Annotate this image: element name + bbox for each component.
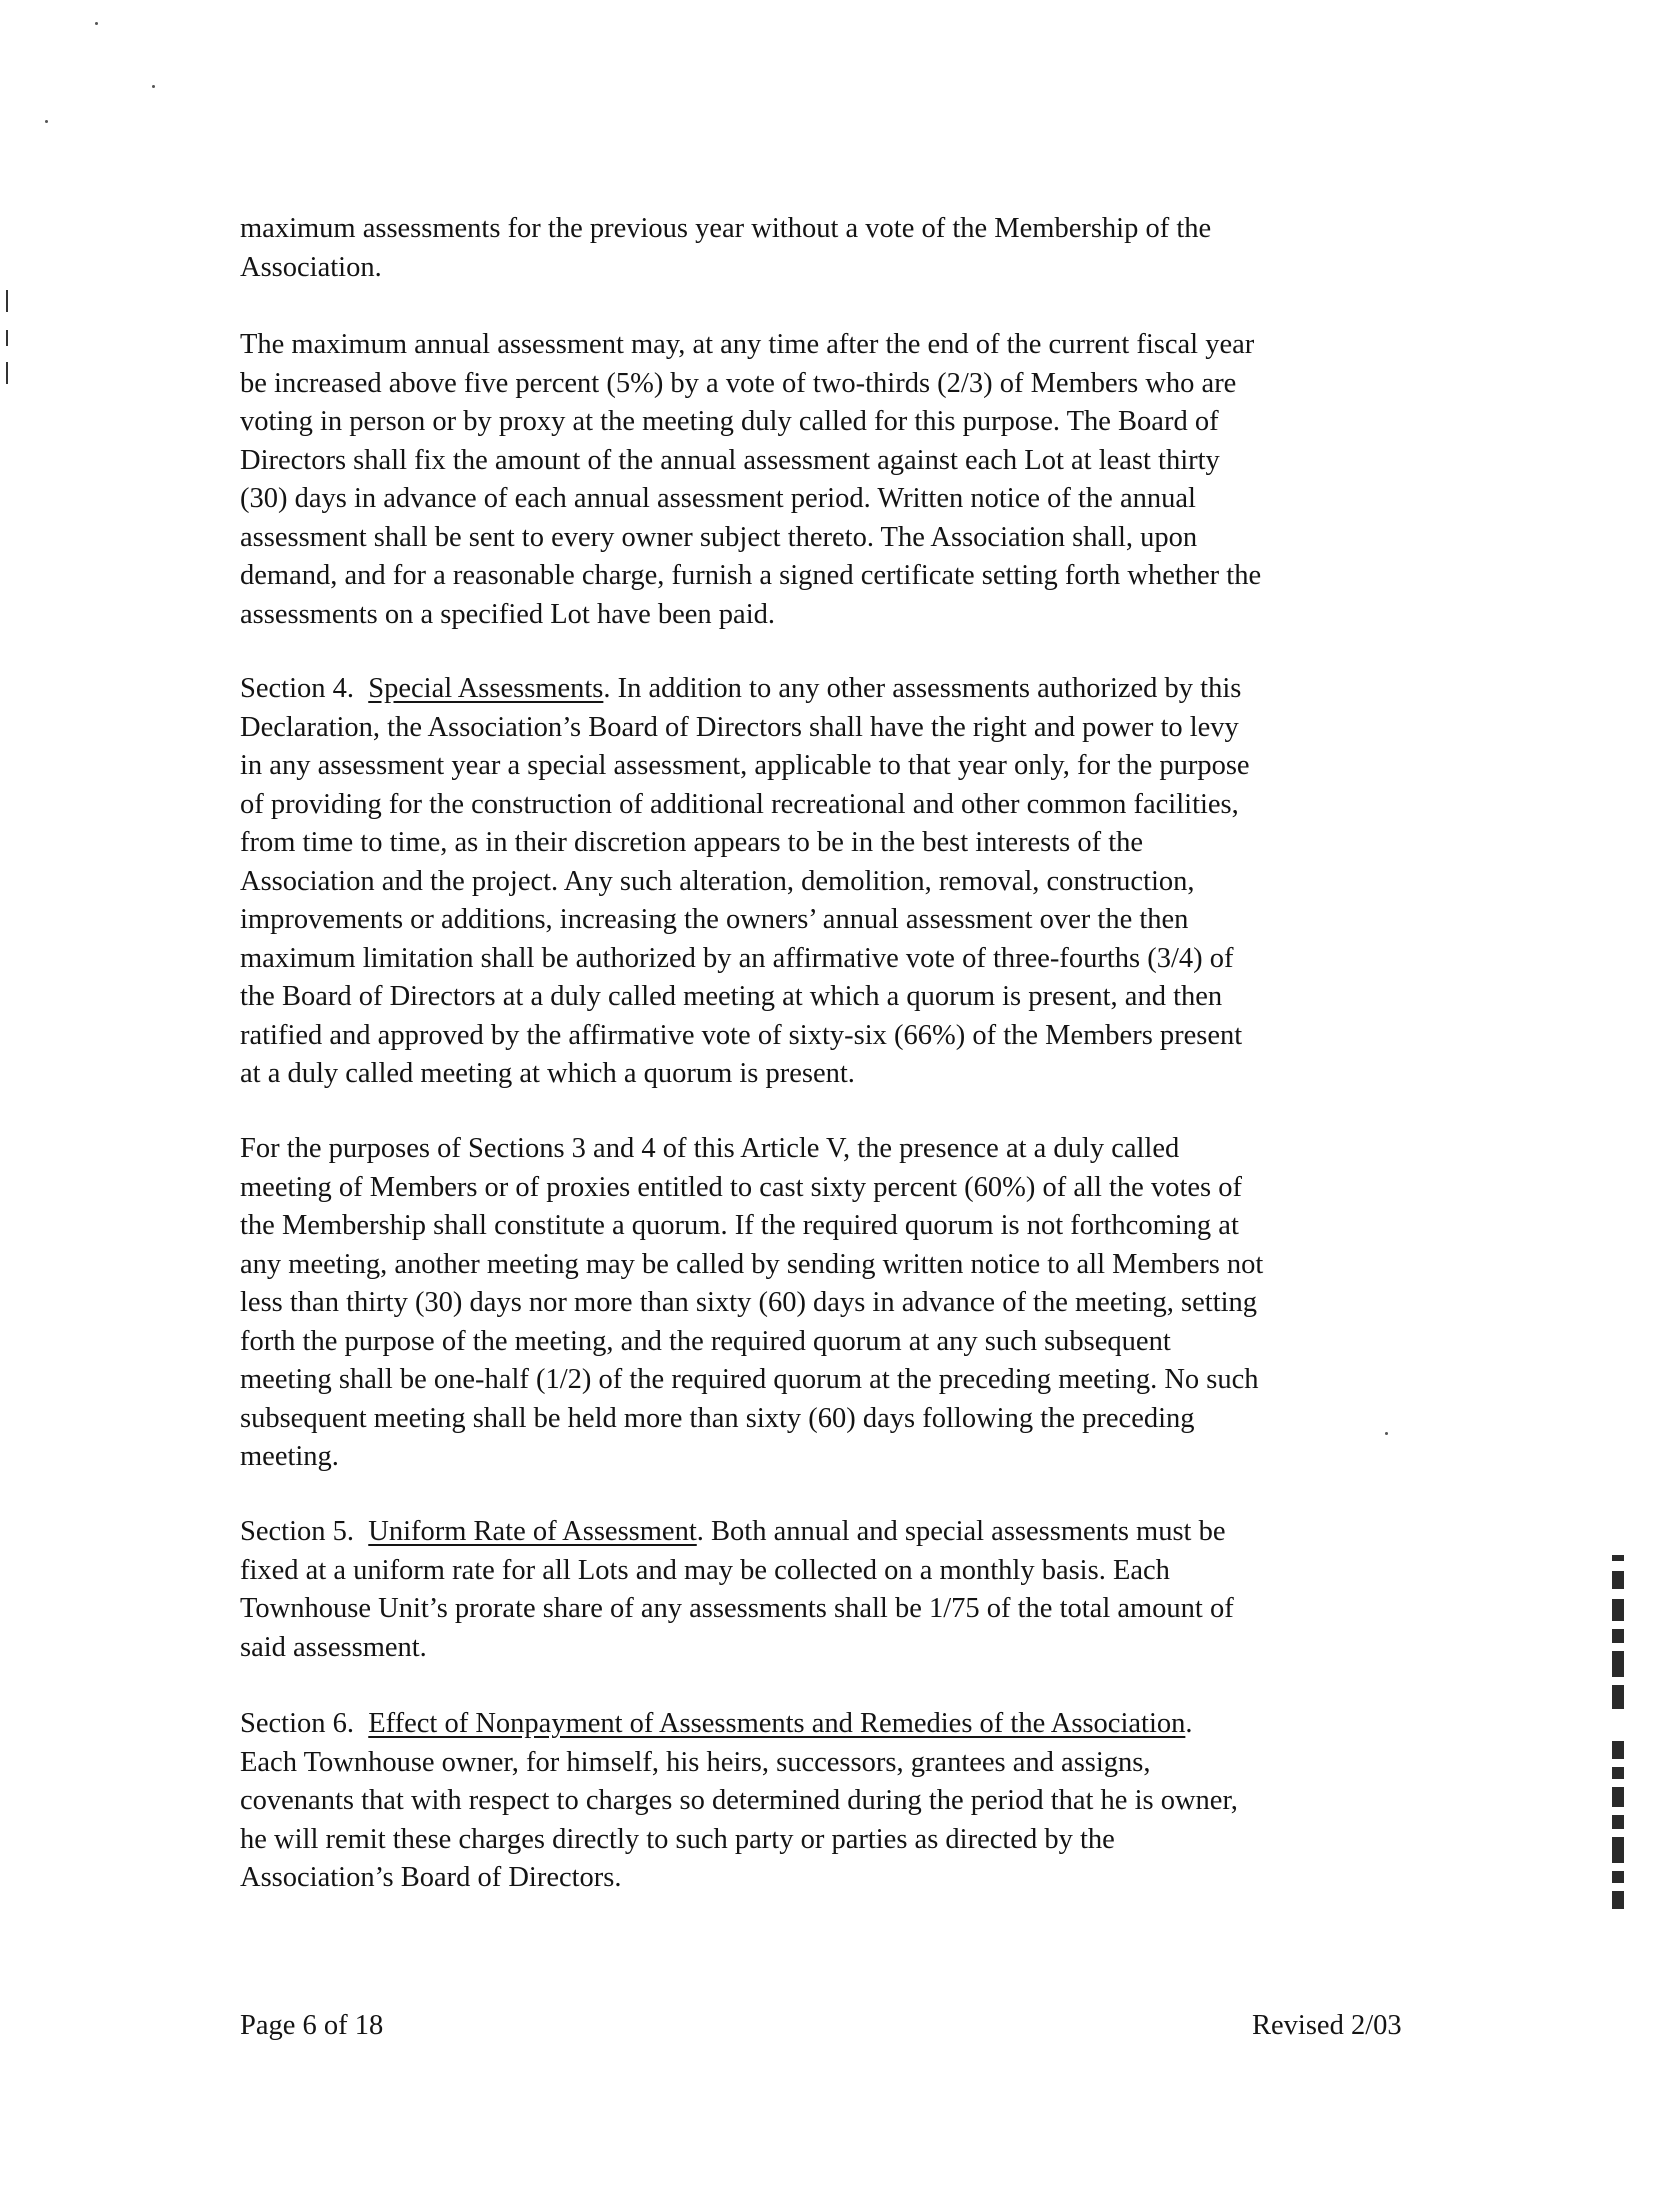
section-6-nonpayment bbox=[240, 1705, 1440, 1898]
text-line: meeting of Members or of proxies entitled to cast sixty percent (60%) of all the votes of bbox=[240, 1171, 1242, 1203]
section-heading: Special Assessments bbox=[368, 673, 604, 704]
text-line: (30) days in advance of each annual assessment period. Written notice of the annual bbox=[240, 483, 1196, 514]
paragraph-continuation bbox=[240, 210, 1440, 287]
text-line: from time to time, as in their discretion appears to be in the best interests of the bbox=[240, 827, 1144, 858]
text-line: Townhouse Unit’s prorate share of any assessments shall be 1/75 of the total amount of bbox=[240, 1593, 1234, 1624]
section-first-line-rest: . Both annual and special assessments must be bbox=[696, 1516, 1226, 1547]
text-line: any meeting, another meeting may be called by sending written notice to all Members not bbox=[240, 1248, 1264, 1280]
text-line: meeting shall be one-half (1/2) of the required quorum at the preceding meeting. No such bbox=[240, 1364, 1259, 1395]
margin-tick bbox=[6, 290, 8, 312]
section-4-special-assessments bbox=[240, 670, 1440, 1094]
text-line: improvements or additions, increasing the owners’ annual assessment over the then bbox=[240, 904, 1189, 935]
scan-speck bbox=[152, 85, 155, 88]
paragraph-quorum bbox=[240, 1130, 1440, 1477]
section-5-uniform-rate bbox=[240, 1513, 1440, 1667]
text-line: the Board of Directors at a duly called meeting at which a quorum is present, and then bbox=[240, 981, 1223, 1012]
section-first-line-rest: . bbox=[1185, 1708, 1193, 1739]
text-line: forth the purpose of the meeting, and the required quorum at any such subsequent bbox=[240, 1325, 1171, 1357]
text-line: at a duly called meeting at which a quorum is present. bbox=[240, 1058, 855, 1089]
section-first-line-rest: . In addition to any other assessments authorized by this bbox=[603, 673, 1242, 704]
text-line: demand, and for a reasonable charge, furnish a signed certificate setting forth whether the bbox=[240, 560, 1262, 591]
section-first-line bbox=[240, 1705, 1440, 1744]
section-label: Section 6. bbox=[240, 1708, 354, 1739]
scan-speck bbox=[45, 120, 48, 123]
text-line: be increased above five percent (5%) by a vote of two-thirds (2/3) of Members who are bbox=[240, 367, 1237, 399]
text-line: Association. bbox=[240, 251, 382, 283]
text-line: of providing for the construction of additional recreational and other common facilities, bbox=[240, 788, 1239, 820]
text-line: he will remit these charges directly to such party or parties as directed by the bbox=[240, 1823, 1115, 1855]
text-line: assessment shall be sent to every owner subject thereto. The Association shall, upon bbox=[240, 521, 1198, 553]
text-line: Each Townhouse owner, for himself, his heirs, successors, grantees and assigns, bbox=[240, 1746, 1151, 1778]
margin-tick bbox=[6, 362, 8, 384]
scan-speck bbox=[1385, 1432, 1388, 1435]
text-line: fixed at a uniform rate for all Lots and may be collected on a monthly basis. Each bbox=[240, 1554, 1170, 1586]
text-line: maximum assessments for the previous year without a vote of the Membership of the bbox=[240, 213, 1212, 244]
text-line: Declaration, the Association’s Board of Directors shall have the right and power to levy bbox=[240, 711, 1239, 743]
text-line: less than thirty (30) days nor more than sixty (60) days in advance of the meeting, setting bbox=[240, 1287, 1258, 1318]
text-line: For the purposes of Sections 3 and 4 of this Article V, the presence at a duly called bbox=[240, 1133, 1180, 1164]
text-line: ratified and approved by the affirmative vote of sixty-six (66%) of the Members present bbox=[240, 1019, 1243, 1051]
section-label: Section 5. bbox=[240, 1516, 354, 1547]
section-label: Section 4. bbox=[240, 673, 354, 704]
revision-date: Revised 2/03 bbox=[1252, 2010, 1402, 2041]
text-line: voting in person or by proxy at the meeting duly called for this purpose. The Board of bbox=[240, 406, 1219, 437]
section-heading: Effect of Nonpayment of Assessments and Remedies of the Association bbox=[368, 1708, 1186, 1739]
text-line: Association and the project. Any such alteration, demolition, removal, construction, bbox=[240, 865, 1195, 897]
text-line: in any assessment year a special assessment, applicable to that year only, for the purpose bbox=[240, 750, 1250, 781]
recording-stamp-graphic bbox=[1612, 1555, 1636, 1915]
section-heading: Uniform Rate of Assessment bbox=[368, 1516, 697, 1547]
page-number: Page 6 of 18 bbox=[240, 2010, 384, 2041]
text-line: Directors shall fix the amount of the annual assessment against each Lot at least thirty bbox=[240, 444, 1220, 476]
text-line: maximum limitation shall be authorized by an affirmative vote of three-fourths (3/4) of bbox=[240, 942, 1234, 974]
section-first-line bbox=[240, 1513, 1440, 1552]
text-line: The maximum annual assessment may, at any time after the end of the current fiscal year bbox=[240, 329, 1255, 360]
margin-tick bbox=[6, 330, 8, 346]
text-line: assessments on a specified Lot have been paid. bbox=[240, 598, 776, 630]
text-line: subsequent meeting shall be held more than sixty (60) days following the preceding bbox=[240, 1402, 1195, 1434]
text-line: said assessment. bbox=[240, 1631, 427, 1663]
text-line: Association’s Board of Directors. bbox=[240, 1862, 622, 1893]
paragraph-maximum-annual-assessment bbox=[240, 326, 1440, 634]
text-line: covenants that with respect to charges so determined during the period that he is owner, bbox=[240, 1785, 1238, 1816]
text-line: the Membership shall constitute a quorum. If the required quorum is not forthcoming at bbox=[240, 1210, 1239, 1241]
section-first-line bbox=[240, 670, 1440, 709]
text-line: meeting. bbox=[240, 1441, 339, 1472]
scan-speck bbox=[95, 22, 98, 25]
